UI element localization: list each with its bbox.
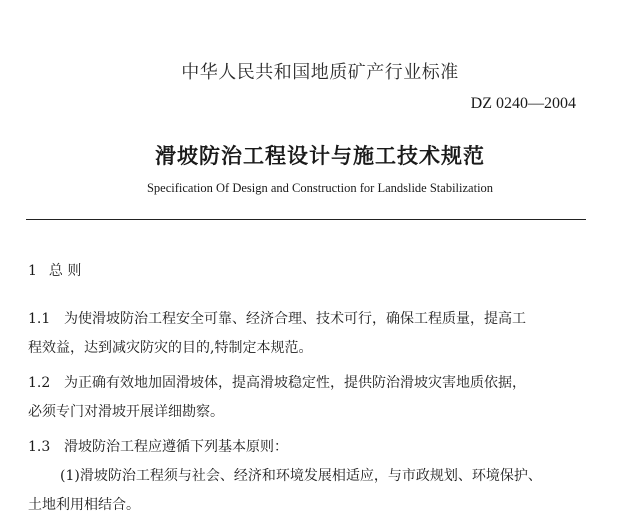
principle-item-1 [28, 462, 588, 520]
clause-line [28, 433, 588, 462]
clause-number: 1.1 [28, 311, 51, 327]
principle-text: (1)滑坡防治工程须与社会、经济和环境发展相适应，与市政规划、环境保护、 [60, 468, 542, 484]
clause-1-2 [28, 369, 588, 427]
issuer-heading: 中华人民共和国地质矿产行业标准 [181, 62, 459, 83]
clause-line [28, 369, 588, 398]
standard-number: DZ 0240—2004 [470, 95, 576, 112]
clause-text-continuation: 程效益，达到减灾防灾的目的,特制定本规范。 [28, 340, 313, 356]
document-title-english: Specification Of Design and Construction for Landslide Stabilization [146, 181, 494, 195]
chapter-title: 总 则 [48, 263, 82, 279]
clause-number: 1.2 [28, 375, 51, 391]
header-divider [26, 219, 586, 220]
chapter-number: 1 [28, 263, 37, 279]
clause-1-1 [28, 305, 588, 363]
clause-line [28, 305, 588, 334]
clause-number: 1.3 [28, 439, 51, 455]
clause-text: 为正确有效地加固滑坡体，提高滑坡稳定性，提供防治滑坡灾害地质依据， [64, 375, 526, 391]
clause-text: 为使滑坡防治工程安全可靠、经济合理、技术可行，确保工程质量，提高工 [64, 311, 526, 327]
chapter-heading [28, 260, 81, 280]
principle-text-continuation: 土地利用相结合。 [28, 497, 140, 513]
clause-1-3 [28, 433, 588, 462]
clause-text: 滑坡防治工程应遵循下列基本原则： [64, 439, 288, 455]
clause-text-continuation: 必须专门对滑坡开展详细勘察。 [28, 404, 224, 420]
document-title-chinese: 滑坡防治工程设计与施工技术规范 [155, 143, 485, 168]
